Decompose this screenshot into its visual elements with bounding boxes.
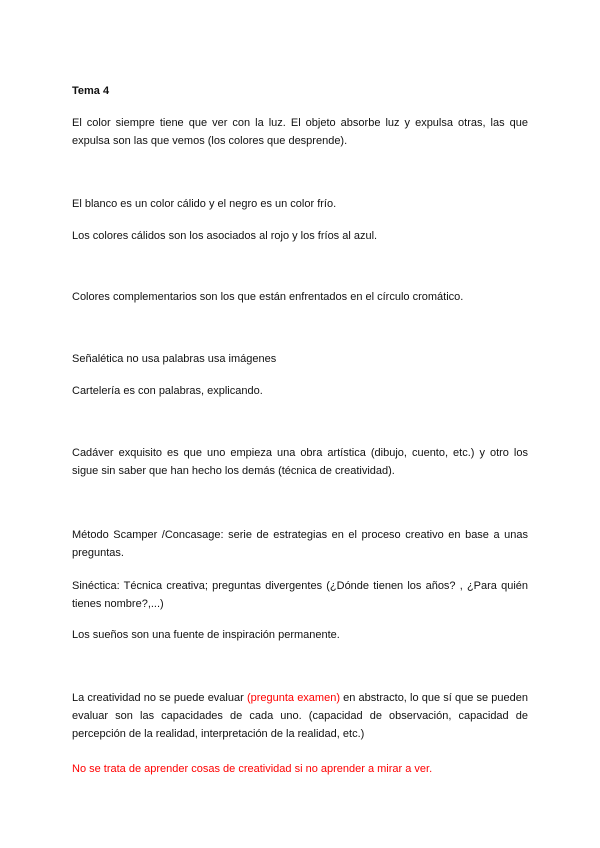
paragraph-text-start: La creatividad no se puede evaluar bbox=[72, 692, 247, 704]
exam-question-highlight: (pregunta examen) bbox=[246, 692, 340, 704]
paragraph-synectics: Sinéctica: Técnica creativa; preguntas divergentes (¿Dónde tienen los años? , ¿Para quién tienes nombre?,...) bbox=[72, 580, 528, 610]
paragraph-warm-cold: Los colores cálidos son los asociados al rojo y los fríos al azul. bbox=[72, 230, 378, 242]
paragraph-learn-to-see: No se trata de aprender cosas de creatividad si no aprender a mirar a ver. bbox=[72, 763, 433, 775]
paragraph-posters: Cartelería es con palabras, explicando. bbox=[72, 385, 263, 397]
paragraph-creativity-evaluation bbox=[72, 689, 528, 743]
paragraph-exquisite-corpse: Cadáver exquisito es que uno empieza una obra artística (dibujo, cuento, etc.) y otro los sigue sin saber que han hecho los demás (técnica de creatividad). bbox=[72, 447, 528, 477]
paragraph-scamper: Método Scamper /Concasage: serie de estrategias en el proceso creativo en base a unas preguntas. bbox=[72, 529, 528, 559]
paragraph-dreams: Los sueños son una fuente de inspiración permanente. bbox=[72, 629, 340, 641]
paragraph-text-end: en abstracto, lo que sí que se pueden evaluar son las capacidades de cada uno. (capacidad de observación, capacidad de percepción de la realidad, interpretación de la realidad, etc.) bbox=[72, 692, 528, 740]
paragraph-color-light: El color siempre tiene que ver con la luz. El objeto absorbe luz y expulsa otras, las que expulsa son las que vemos (los colores que desprende). bbox=[72, 117, 528, 147]
paragraph-signage: Señalética no usa palabras usa imágenes bbox=[72, 353, 277, 365]
paragraph-complementary: Colores complementarios son los que están enfrentados en el círculo cromático. bbox=[72, 291, 464, 303]
document-title: Tema 4 bbox=[72, 85, 110, 97]
paragraph-white-black: El blanco es un color cálido y el negro es un color frío. bbox=[72, 198, 337, 210]
